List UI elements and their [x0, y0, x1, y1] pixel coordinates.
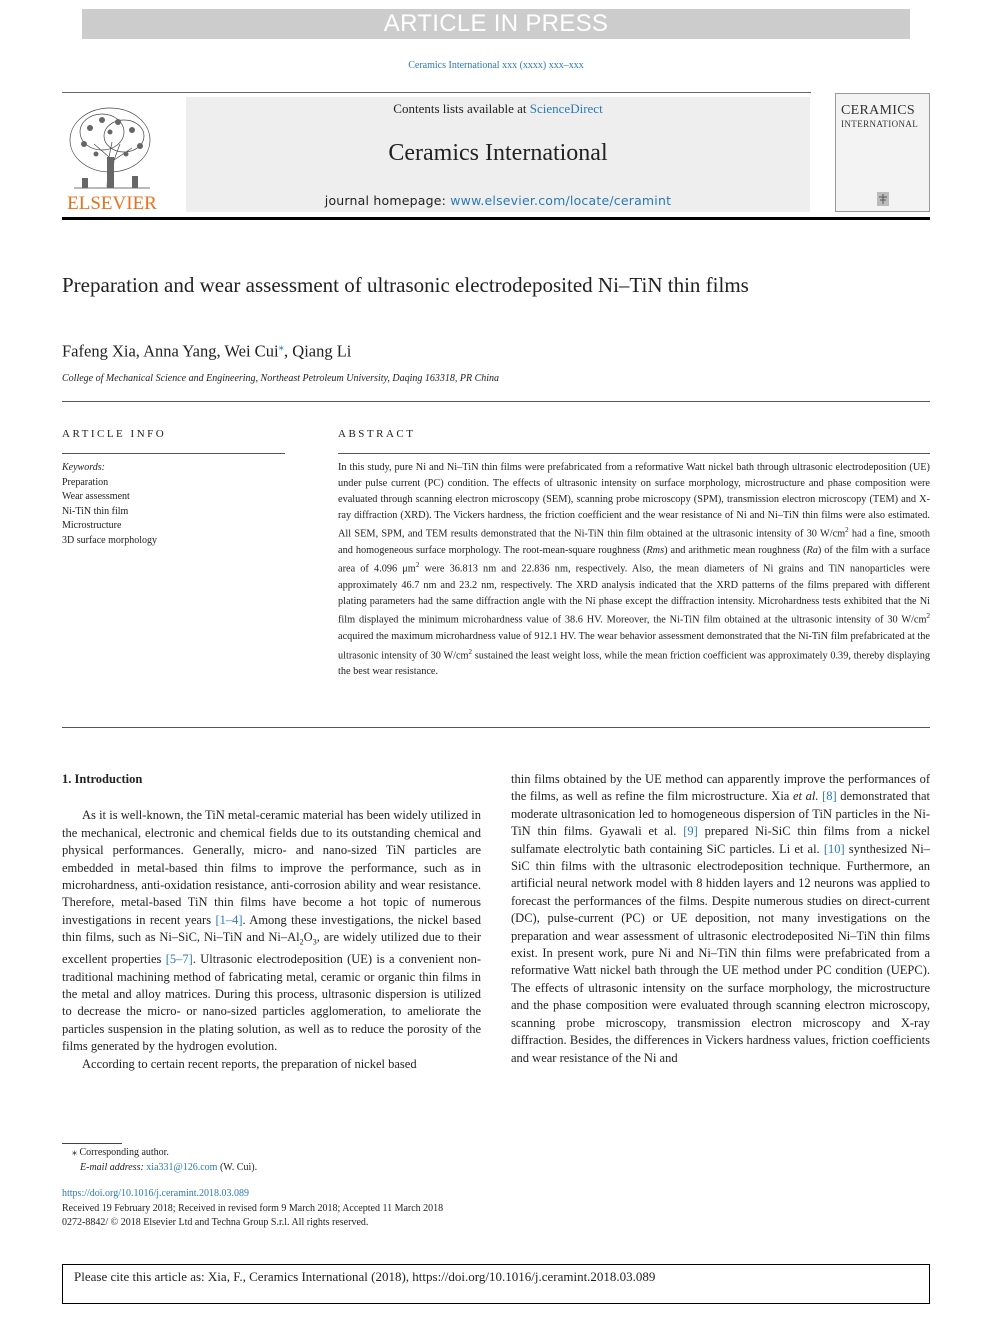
- journal-reference-link[interactable]: Ceramics International xxx (xxxx) xxx–xxx: [408, 60, 584, 71]
- footnote-rule: [62, 1143, 122, 1144]
- copyright-line: 0272-8842/ © 2018 Elsevier Ltd and Techna Group S.r.l. All rights reserved.: [62, 1217, 369, 1229]
- doi-link[interactable]: https://doi.org/10.1016/j.ceramint.2018.03.089: [62, 1188, 250, 1199]
- intro-paragraph-2: According to certain recent reports, the preparation of nickel based: [82, 1056, 417, 1071]
- abstract-rule: [338, 453, 930, 454]
- keyword-item: Preparation: [62, 476, 109, 488]
- body-rule: [62, 727, 930, 728]
- keyword-item: Wear assessment: [62, 491, 130, 502]
- contents-prefix: Contents lists available at: [393, 101, 527, 116]
- intro-paragraph-1: As it is well-known, the TiN metal-ceramic material has been widely utilized in the mechanical, electronic and chemical fields due to its outstanding chemical and physical performances. Generally, micro- and nano-sized TiN particles are embedded in metal-based thin films to improve the performance, such as in microhardness, anti-oxidation resistance, anti-corrosion ability and wear resistance. Therefore, metal-based TiN thin films have become a hot topic of numerous investigations in recent years [1–4]. Among these investigations, the nickel based thin films, such as Ni–SiC, Ni–TiN and $Ni-Al_2O_3$, are widely utilized due to their excellent properties [5–7]. Ultrasonic electrodeposition (UE) is a convenient non-traditional machining method of fabricating metal, ceramic or organic thin films in the metal and alloy matrices. During this process, ultrasonic dispersion is utilized to decrease the micro- or nano-sized particles agglomeration, to ameliorate the particles suspension in the plating solution, as well as to reduce the porosity of the films generated by the hydrogen evolution.: [62, 808, 482, 1054]
- abstract-text: In this study, pure Ni and Ni–TiN thin films were prefabricated from a reformative Watt nickel bath through ultrasonic electrodeposition (UE) under pulse current (PC) condition. The effects of ultrasonic intensity on surface morphology, microstructure and phase composition were evaluated through scanning electron microscopy (SEM), scanning probe microscopy (SPM), transmission electron microscopy (TEM) and X-ray diffraction (XRD). The Vickers hardness, the friction coefficient and the wear resistance of Ni and Ni–TiN thin films were also estimated. All SEM, SPM, and TEM results demonstrated that the Ni-TiN thin film obtained at the ultrasonic intensity of 30 $W/cm^2$ had a fine, smooth and homogeneous surface morphology. The root-mean-square roughness (Rms) and arithmetic mean roughness (Ra) of the film with a surface area of 4.096 $\mu m^2$ were 36.813 nm and 22.836 nm, respectively. Also, the mean diameters of Ni grains and TiN nanoparticles were approximately 46.7 nm and 23.2 nm, respectively. The XRD analysis indicated that the XRD patterns of the films prepared with different plating parameters had the same diffraction angle with the Ni phase except the diffraction intensity. Microhardness tests exhibited that the Ni film displayed the minimum microhardness value of 38.6 HV. Moreover, the Ni-TiN film obtained at the ultrasonic intensity of 30 $W/cm^2$ acquired the maximum microhardness value of 912.1 HV. The wear behavior assessment demonstrated that the Ni-TiN film prefabricated at the ultrasonic intensity of 30 $W/cm^2$ sustained the least weight loss, while the mean friction coefficient was approximately 0.39, thereby displaying the best wear resistance.: [338, 462, 931, 677]
- citation-link[interactable]: [8]: [822, 789, 837, 804]
- authors-part1: Fafeng Xia, Anna Yang, Wei Cui: [62, 341, 279, 361]
- header-bottom-rule: [62, 217, 930, 220]
- homepage-link[interactable]: www.elsevier.com/locate/ceramint: [450, 193, 672, 208]
- body-column-left: [62, 771, 481, 1073]
- citation-box: Please cite this article as: Xia, F., Ceramics International (2018), https://doi.org/10.1016/j.ceramint.2018.03.089: [62, 1264, 930, 1304]
- journal-homepage-line: [186, 193, 810, 208]
- cover-publisher-icon: [876, 191, 890, 207]
- corresponding-author-note: ⁎ Corresponding author.: [72, 1147, 169, 1158]
- body-column-right: [511, 771, 930, 1067]
- cover-subtitle: INTERNATIONAL: [841, 119, 919, 129]
- citation-link[interactable]: [9]: [683, 824, 698, 839]
- journal-name: Ceramics International: [388, 140, 608, 166]
- citation-link[interactable]: [5–7]: [165, 952, 193, 967]
- corresponding-author-mark[interactable]: ⁎: [278, 341, 285, 353]
- received-dates: Received 19 February 2018; Received in revised form 9 March 2018; Accepted 11 March 2018: [62, 1202, 444, 1214]
- introduction-heading: 1. Introduction: [62, 772, 143, 786]
- keywords-block: [62, 461, 285, 548]
- contents-lists-line: [186, 101, 810, 117]
- authors-part2: , Qiang Li: [284, 341, 352, 361]
- article-info-rule: [62, 453, 285, 454]
- keyword-item: Microstructure: [62, 520, 122, 531]
- publication-info: [62, 1187, 762, 1231]
- intro-paragraph-2-cont: thin films obtained by the UE method can apparently improve the performances of the films, as well as refine the film microstructure. Xia et al. [8] demonstrated that moderate ultrasonication led to homogeneous dispersion of TiN particles in the Ni-TiN thin films. Gyawali et al. [9] prepared Ni-SiC thin films from a nickel sulfamate electrolytic bath containing SiC particles. Li et al. [10] synthesized Ni–SiC thin films with the ultrasonic electrodeposition technique. Furthermore, an artificial neural network model with 8 hidden layers and 12 neurons was applied to forecast the performances of the films. Despite numerous studies on direct-current (DC), pulse-current (PC) or UE deposition, not many investigations on the preparation and wear assessment of ultrasonic electrodeposited Ni–TiN thin films exist. In present work, pure Ni and Ni–TiN thin films were prefabricated from a reformative Watt nickel bath through the UE method under PC condition (UEPC). The effects of ultrasonic intensity on the surface morphology, the microstructure and the phase composition were evaluated through scanning electron microscopy, scanning probe microscopy, transmission electron microscopy and X-ray diffraction. Besides, the differences in Vickers hardness values, friction coefficients and wear resistance of the Ni and: [511, 772, 931, 1065]
- article-title: Preparation and wear assessment of ultrasonic electrodeposited Ni–TiN thin films: [62, 273, 749, 297]
- email-link[interactable]: xia331@126.com: [146, 1161, 218, 1173]
- keyword-item: Ni-TiN thin film: [62, 505, 129, 517]
- citation-link[interactable]: [10]: [823, 841, 845, 856]
- section-rule: [62, 401, 930, 402]
- sciencedirect-link[interactable]: ScienceDirect: [529, 101, 603, 116]
- cover-title: CERAMICS: [841, 103, 915, 118]
- author-list: [62, 340, 351, 362]
- elsevier-tree-icon: [62, 102, 162, 212]
- email-note: E-mail address: xia331@126.com (W. Cui).: [80, 1161, 258, 1173]
- elsevier-wordmark: ELSEVIER: [67, 193, 157, 212]
- homepage-label: journal homepage:: [324, 193, 447, 208]
- keywords-label: Keywords:: [62, 462, 105, 473]
- journal-cover-thumbnail[interactable]: [835, 93, 930, 212]
- affiliation: College of Mechanical Science and Engineering, Northeast Petroleum University, Daqing 163318, PR China: [62, 373, 500, 384]
- elsevier-logo[interactable]: [62, 102, 162, 212]
- abstract-heading: ABSTRACT: [338, 428, 416, 440]
- article-info-heading: ARTICLE INFO: [62, 428, 167, 440]
- keyword-item: 3D surface morphology: [62, 534, 157, 546]
- footnote: [62, 1146, 562, 1175]
- article-in-press-banner: ARTICLE IN PRESS: [82, 9, 910, 39]
- header-top-rule: [62, 92, 811, 93]
- citation-link[interactable]: [1–4]: [215, 912, 243, 927]
